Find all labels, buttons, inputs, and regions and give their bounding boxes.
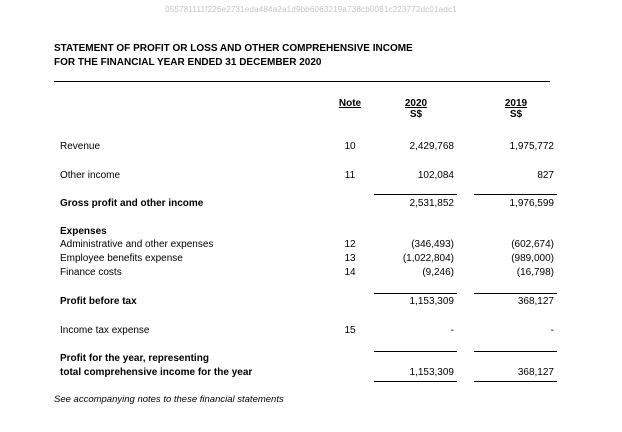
income-tax-label: Income tax expense [60,325,150,336]
total-rule-2019 [474,381,557,382]
profit-rule-2019 [474,351,557,352]
year-2019-header [494,98,538,120]
profit-for-year-2020: 1,153,309 [409,367,454,378]
other-income-note: 11 [344,170,356,181]
revenue-label: Revenue [60,141,101,152]
finance-costs-note: 14 [344,267,356,278]
income-tax-2020: - [450,325,454,336]
note-column-header: Note [338,98,362,109]
profit-rule-2020 [374,351,457,352]
year-2020-unit: S$ [409,109,423,120]
admin-expenses-2019: (602,674) [511,239,554,250]
profit-for-year-label-line1: Profit for the year, representing [60,353,209,364]
finance-costs-label: Finance costs [60,267,122,278]
admin-expenses-2020: (346,493) [411,239,454,250]
revenue-2020: 2,429,768 [409,141,454,152]
gross-profit-2020: 2,531,852 [409,198,454,209]
statement-title: STATEMENT OF PROFIT OR LOSS AND OTHER COMPREHENSIVE INCOME [54,43,413,54]
admin-expenses-note: 12 [344,239,356,250]
other-income-2020: 102,084 [417,170,454,181]
gross-profit-2019: 1,976,599 [509,198,554,209]
year-2020-label: 2020 [404,98,428,109]
profit-for-year-label-line2: total comprehensive income for the year [60,367,253,378]
gross-rule-2020 [374,194,457,195]
year-2020-header [394,98,438,120]
total-rule-2020 [374,381,457,382]
pbt-rule-2019 [474,293,557,294]
footer-note: See accompanying notes to these financial statements [54,394,284,405]
year-2019-unit: S$ [509,109,523,120]
document-hash: 055781111f226e2731eda484a2a1d9bb6063219a738cb0081c223772dc01adc1 [165,5,457,14]
expenses-heading: Expenses [60,226,107,237]
other-income-2019: 827 [537,170,554,181]
pbt-rule-2020 [374,293,457,294]
revenue-2019: 1,975,772 [509,141,554,152]
income-tax-2019: - [550,325,554,336]
admin-expenses-label: Administrative and other expenses [60,239,214,250]
statement-period: FOR THE FINANCIAL YEAR ENDED 31 DECEMBER 2020 [54,57,322,68]
income-tax-note: 15 [344,325,356,336]
title-rule [54,81,550,82]
employee-benefits-label: Employee benefits expense [60,253,183,264]
profit-before-tax-2019: 368,127 [517,296,554,307]
other-income-label: Other income [60,170,121,181]
finance-costs-2020: (9,246) [422,267,454,278]
profit-before-tax-2020: 1,153,309 [409,296,454,307]
employee-benefits-2019: (989,000) [511,253,554,264]
employee-benefits-note: 13 [344,253,356,264]
gross-profit-label: Gross profit and other income [60,198,204,209]
profit-before-tax-label: Profit before tax [60,296,137,307]
gross-rule-2019 [474,194,557,195]
revenue-note: 10 [344,141,356,152]
profit-for-year-2019: 368,127 [517,367,554,378]
employee-benefits-2020: (1,022,804) [402,253,454,264]
year-2019-label: 2019 [504,98,528,109]
finance-costs-2019: (16,798) [516,267,554,278]
